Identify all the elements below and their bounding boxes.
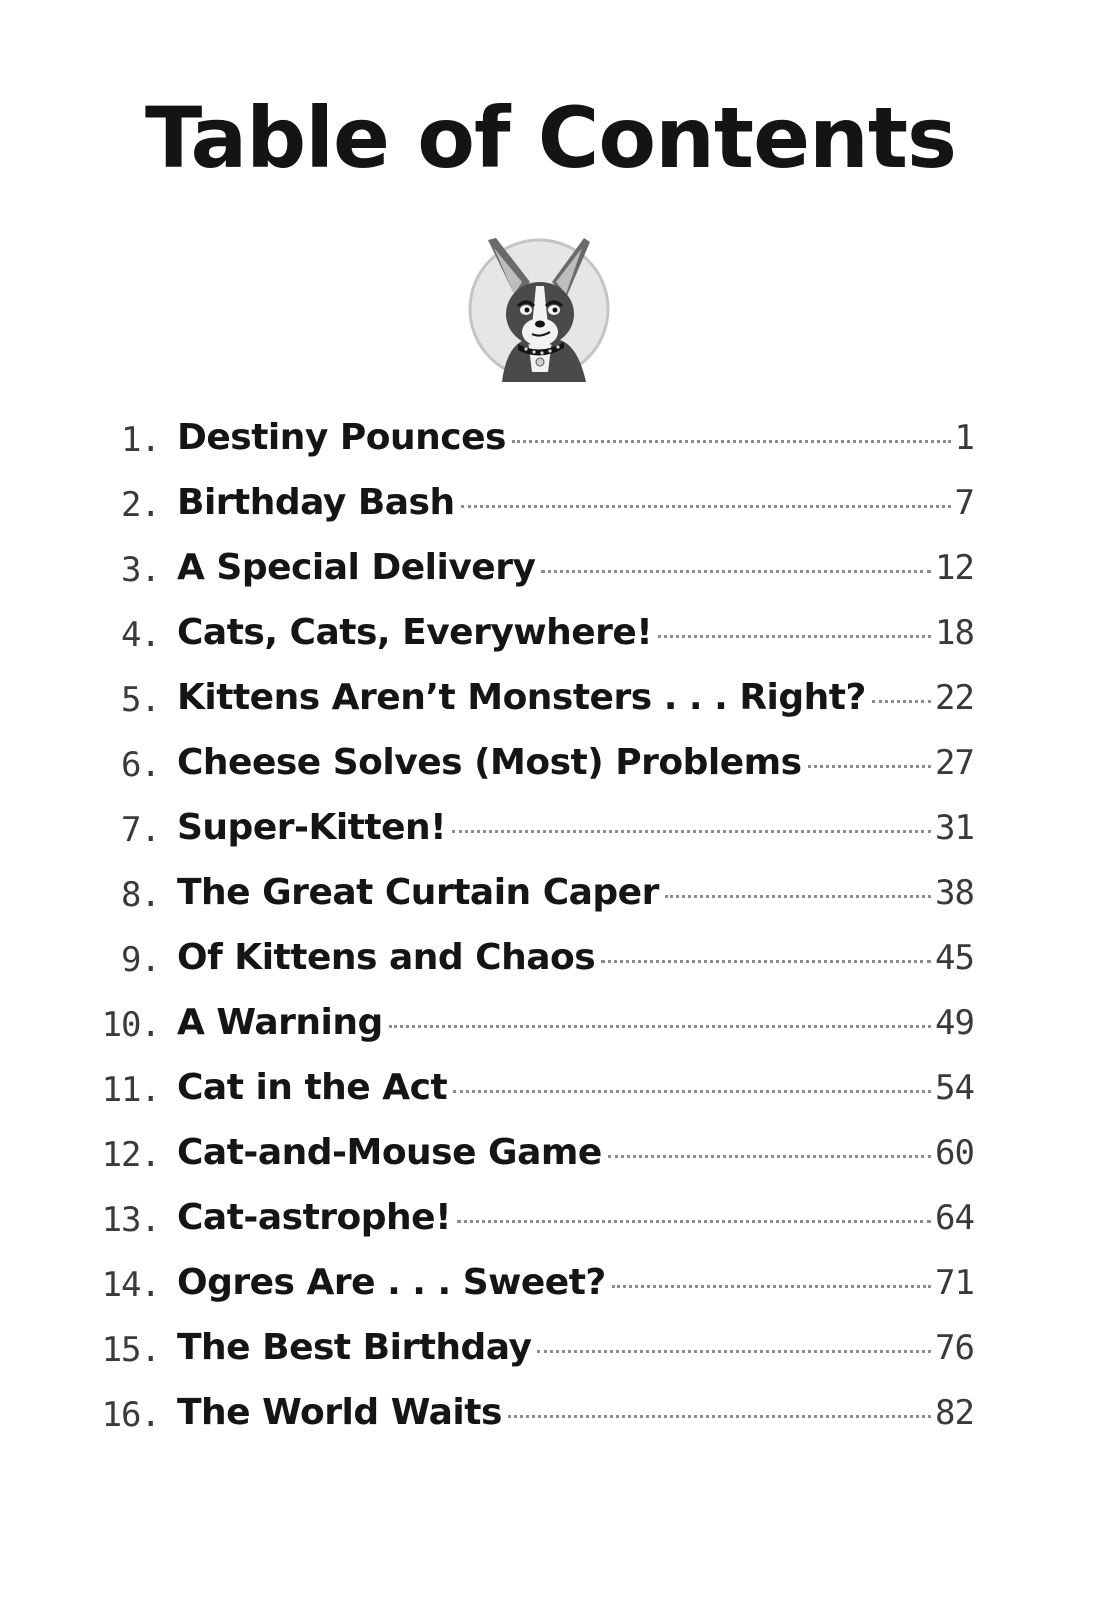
chapter-title: Cat in the Act — [177, 1067, 448, 1108]
chapter-page-number: 1 — [954, 418, 974, 458]
chapter-page-number: 71 — [935, 1263, 974, 1303]
chapter-page-number: 60 — [935, 1133, 974, 1173]
toc-entry — [0, 997, 1101, 1062]
toc-entry — [0, 1387, 1101, 1452]
chapter-title: Cheese Solves (Most) Problems — [177, 742, 802, 783]
dot-leader — [537, 1349, 931, 1353]
toc-entry — [0, 932, 1101, 997]
chapter-title: Ogres Are . . . Sweet? — [177, 1262, 606, 1303]
table-of-contents-list — [0, 412, 1101, 1452]
toc-entry-line — [177, 741, 974, 784]
chapter-page-number: 64 — [935, 1198, 974, 1238]
chapter-number: 16. — [101, 1395, 160, 1435]
chapter-number: 7. — [121, 810, 160, 850]
toc-entry — [0, 1127, 1101, 1192]
toc-entry-line — [177, 1326, 974, 1369]
dog-portrait-icon — [466, 236, 612, 382]
chapter-page-number: 22 — [935, 678, 974, 718]
chapter-page-number: 76 — [935, 1328, 974, 1368]
dot-leader — [452, 829, 931, 833]
page-title: Table of Contents — [144, 89, 957, 187]
toc-entry-line — [177, 416, 974, 459]
chapter-page-number: 18 — [935, 613, 974, 653]
chapter-number: 5. — [121, 680, 160, 720]
chapter-title: The Best Birthday — [177, 1327, 532, 1368]
toc-entry — [0, 542, 1101, 607]
chapter-title: A Special Delivery — [177, 547, 536, 588]
dot-leader — [541, 569, 931, 573]
chapter-page-number: 38 — [935, 873, 974, 913]
chapter-title: Cat-astrophe! — [177, 1197, 452, 1238]
chapter-title: The World Waits — [177, 1392, 502, 1433]
chapter-page-number: 31 — [935, 808, 974, 848]
toc-entry-line — [177, 936, 974, 979]
toc-entry — [0, 607, 1101, 672]
chapter-number: 13. — [101, 1200, 160, 1240]
toc-entry-line — [177, 481, 974, 524]
dot-leader — [612, 1284, 931, 1288]
chapter-page-number: 49 — [935, 1003, 974, 1043]
chapter-number: 14. — [101, 1265, 160, 1305]
chapter-number: 8. — [121, 875, 160, 915]
chapter-title: Kittens Aren’t Monsters . . . Right? — [177, 677, 866, 718]
toc-entry-line — [177, 1066, 974, 1109]
chapter-number: 11. — [101, 1070, 160, 1110]
chapter-page-number: 82 — [935, 1393, 974, 1433]
toc-entry-line — [177, 1391, 974, 1434]
dot-leader — [453, 1089, 931, 1093]
chapter-number: 12. — [101, 1135, 160, 1175]
toc-entry — [0, 867, 1101, 932]
dot-leader — [508, 1414, 931, 1418]
dot-leader — [608, 1154, 931, 1158]
toc-entry-line — [177, 1261, 974, 1304]
chapter-title: Of Kittens and Chaos — [177, 937, 596, 978]
toc-entry — [0, 1257, 1101, 1322]
toc-entry — [0, 1192, 1101, 1257]
toc-entry — [0, 1322, 1101, 1387]
toc-entry-line — [177, 546, 974, 589]
toc-entry-line — [177, 1131, 974, 1174]
chapter-title: Super-Kitten! — [177, 807, 447, 848]
toc-entry — [0, 737, 1101, 802]
chapter-number: 6. — [121, 745, 160, 785]
chapter-title: Birthday Bash — [177, 482, 455, 523]
chapter-number: 9. — [121, 940, 160, 980]
toc-entry-line — [177, 1196, 974, 1239]
chapter-number: 2. — [121, 485, 160, 525]
chapter-number: 4. — [121, 615, 160, 655]
dot-leader — [601, 959, 931, 963]
toc-entry-line — [177, 611, 974, 654]
toc-entry-line — [177, 806, 974, 849]
toc-entry-line — [177, 1001, 974, 1044]
dot-leader — [665, 894, 931, 898]
dot-leader — [808, 764, 931, 768]
chapter-number: 10. — [101, 1005, 160, 1045]
toc-entry — [0, 802, 1101, 867]
dot-leader — [461, 504, 951, 508]
chapter-title: Cat-and-Mouse Game — [177, 1132, 602, 1173]
toc-entry-line — [177, 676, 974, 719]
chapter-number: 3. — [121, 550, 160, 590]
toc-entry — [0, 1062, 1101, 1127]
chapter-title: The Great Curtain Caper — [177, 872, 659, 913]
dot-leader — [457, 1219, 931, 1223]
chapter-page-number: 54 — [935, 1068, 974, 1108]
chapter-page-number: 12 — [935, 548, 974, 588]
chapter-page-number: 27 — [935, 743, 974, 783]
chapter-number: 1. — [121, 420, 160, 460]
toc-entry — [0, 477, 1101, 542]
chapter-title: A Warning — [177, 1002, 383, 1043]
dot-leader — [512, 439, 951, 443]
chapter-number: 15. — [101, 1330, 160, 1370]
toc-entry — [0, 672, 1101, 737]
chapter-title: Cats, Cats, Everywhere! — [177, 612, 653, 653]
dot-leader — [658, 634, 931, 638]
toc-entry — [0, 412, 1101, 477]
chapter-page-number: 7 — [954, 483, 974, 523]
dot-leader — [389, 1024, 931, 1028]
chapter-page-number: 45 — [935, 938, 974, 978]
dot-leader — [872, 699, 931, 703]
toc-entry-line — [177, 871, 974, 914]
chapter-title: Destiny Pounces — [177, 417, 506, 458]
